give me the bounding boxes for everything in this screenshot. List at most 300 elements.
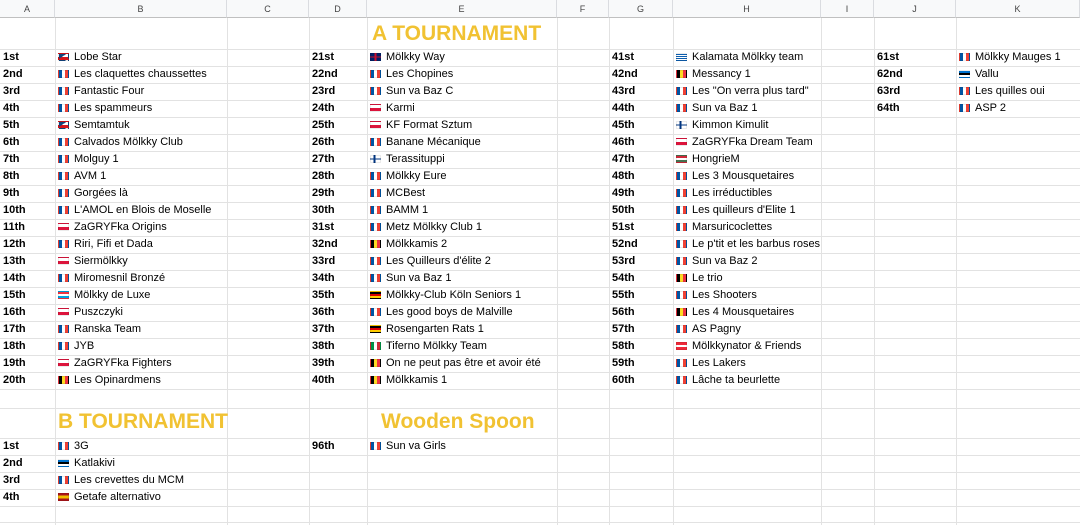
gridline: [0, 236, 1080, 237]
team-cell[interactable]: [367, 83, 453, 100]
french-flag-icon: [370, 87, 381, 95]
team-cell[interactable]: [55, 438, 89, 455]
team-cell[interactable]: [55, 168, 106, 185]
team-name: Les spammeurs: [74, 102, 153, 114]
polish-flag-icon: [370, 121, 381, 129]
team-name: Tiferno Mölkky Team: [386, 340, 487, 352]
rank-cell[interactable]: 17th: [3, 323, 26, 335]
team-cell[interactable]: [673, 49, 803, 66]
b-tournament-title: B TOURNAMENT: [58, 410, 228, 433]
team-name: Mölkkynator & Friends: [692, 340, 802, 352]
team-name: Miromesnil Bronzé: [74, 272, 166, 284]
rank-cell[interactable]: 39th: [312, 357, 335, 369]
team-name: Sun va Girls: [386, 440, 446, 452]
polish-flag-icon: [58, 359, 69, 367]
polish-flag-icon: [58, 223, 69, 231]
greek-flag-icon: [676, 53, 687, 61]
rank-cell[interactable]: 57th: [612, 323, 635, 335]
gridline: [0, 253, 1080, 254]
team-name: Vallu: [975, 68, 999, 80]
team-name: AS Pagny: [692, 323, 741, 335]
rank-cell[interactable]: 44th: [612, 102, 635, 114]
team-cell[interactable]: [367, 236, 447, 253]
french-flag-icon: [370, 138, 381, 146]
rank-cell[interactable]: 4th: [3, 491, 20, 503]
gridline: [0, 185, 1080, 186]
rank-cell[interactable]: 42nd: [612, 68, 638, 80]
gridline: [0, 489, 1080, 490]
team-cell[interactable]: [673, 151, 740, 168]
team-name: Les Shooters: [692, 289, 757, 301]
team-cell[interactable]: [673, 100, 757, 117]
rank-cell[interactable]: 13th: [3, 255, 26, 267]
team-name: ASP 2: [975, 102, 1006, 114]
team-name: Le p'tit et les barbus roses: [692, 238, 821, 250]
team-name: Marsuricoclettes: [692, 221, 773, 233]
team-cell[interactable]: [55, 338, 94, 355]
rank-cell[interactable]: 20th: [3, 374, 26, 386]
team-name: Mölkkamis 2: [386, 238, 448, 250]
rank-cell[interactable]: 27th: [312, 153, 335, 165]
team-name: Siermölkky: [74, 255, 128, 267]
team-name: Mölkky Eure: [386, 170, 447, 182]
team-name: Terassituppi: [386, 153, 445, 165]
team-cell[interactable]: [673, 253, 757, 270]
team-cell[interactable]: [673, 168, 794, 185]
team-cell[interactable]: [367, 355, 541, 372]
team-name: Riri, Fifi et Dada: [74, 238, 153, 250]
rank-cell[interactable]: 6th: [3, 136, 20, 148]
rank-cell[interactable]: 63rd: [877, 85, 901, 97]
team-name: Rosengarten Rats 1: [386, 323, 484, 335]
team-name: Mölkky Mauges 1: [975, 51, 1061, 63]
team-cell[interactable]: [956, 83, 1045, 100]
team-name: ZaGRYFka Fighters: [74, 357, 172, 369]
team-name: AVM 1: [74, 170, 107, 182]
team-name: Les 4 Mousquetaires: [692, 306, 795, 318]
rank-cell[interactable]: 14th: [3, 272, 26, 284]
belgian-flag-icon: [370, 240, 381, 248]
french-flag-icon: [58, 189, 69, 197]
rank-cell[interactable]: 11th: [3, 221, 26, 233]
team-cell[interactable]: [367, 202, 428, 219]
team-name: Banane Mécanique: [386, 136, 481, 148]
rank-cell[interactable]: 25th: [312, 119, 335, 131]
team-cell[interactable]: [956, 66, 999, 83]
french-flag-icon: [58, 206, 69, 214]
team-cell[interactable]: [367, 168, 447, 185]
rank-cell[interactable]: 58th: [612, 340, 635, 352]
italian-flag-icon: [370, 342, 381, 350]
team-name: On ne peut pas être et avoir été: [386, 357, 541, 369]
team-cell[interactable]: [55, 304, 123, 321]
rank-cell[interactable]: 43rd: [612, 85, 636, 97]
gridline: [0, 117, 1080, 118]
rank-cell[interactable]: 50th: [612, 204, 635, 216]
rank-cell[interactable]: 15th: [3, 289, 26, 301]
uk-flag-icon: [370, 53, 381, 61]
rank-cell[interactable]: 8th: [3, 170, 20, 182]
rank-cell[interactable]: 47th: [612, 153, 635, 165]
gridline: [557, 18, 558, 525]
team-cell[interactable]: [55, 185, 128, 202]
rank-cell[interactable]: 16th: [3, 306, 26, 318]
rank-cell[interactable]: 48th: [612, 170, 635, 182]
team-name: L'AMOL en Blois de Moselle: [74, 204, 212, 216]
rank-cell[interactable]: 36th: [312, 306, 335, 318]
rank-cell[interactable]: 62nd: [877, 68, 903, 80]
belgian-flag-icon: [58, 376, 69, 384]
rank-cell[interactable]: 22nd: [312, 68, 338, 80]
team-cell[interactable]: [367, 219, 482, 236]
team-name: Les "On verra plus tard": [692, 85, 809, 97]
gridline: [0, 438, 1080, 439]
french-flag-icon: [58, 342, 69, 350]
team-name: Les 3 Mousquetaires: [692, 170, 795, 182]
team-cell[interactable]: [367, 66, 453, 83]
team-cell[interactable]: [55, 489, 161, 506]
rank-cell[interactable]: 60th: [612, 374, 635, 386]
column-header-g[interactable]: G: [609, 0, 673, 18]
rank-cell[interactable]: 51st: [612, 221, 635, 233]
french-flag-icon: [676, 359, 687, 367]
rank-cell[interactable]: 45th: [612, 119, 635, 131]
team-cell[interactable]: [367, 304, 513, 321]
team-cell[interactable]: [673, 219, 772, 236]
gridline: [0, 168, 1080, 169]
french-flag-icon: [58, 87, 69, 95]
team-name: Katlakivi: [74, 457, 115, 469]
a-tournament-title: A TOURNAMENT: [372, 22, 542, 45]
french-flag-icon: [676, 223, 687, 231]
team-name: Puszczyki: [74, 306, 123, 318]
team-cell[interactable]: [55, 455, 115, 472]
team-cell[interactable]: [55, 270, 165, 287]
rank-cell[interactable]: 29th: [312, 187, 335, 199]
team-name: Les claquettes chaussettes: [74, 68, 207, 80]
team-name: Le trio: [692, 272, 723, 284]
rank-cell[interactable]: 59th: [612, 357, 635, 369]
team-cell[interactable]: [367, 134, 481, 151]
team-name: KF Format Sztum: [386, 119, 473, 131]
team-cell[interactable]: [367, 185, 425, 202]
french-flag-icon: [370, 70, 381, 78]
team-cell[interactable]: [673, 270, 723, 287]
french-flag-icon: [58, 442, 69, 450]
rank-cell[interactable]: 54th: [612, 272, 635, 284]
team-cell[interactable]: [367, 270, 451, 287]
column-header-f[interactable]: F: [557, 0, 609, 18]
team-cell[interactable]: [55, 321, 141, 338]
team-cell[interactable]: [55, 49, 122, 66]
team-cell[interactable]: [55, 355, 172, 372]
team-name: Kimmon Kimulit: [692, 119, 769, 131]
team-name: Les Lakers: [692, 357, 746, 369]
team-name: Mölkkamis 1: [386, 374, 448, 386]
rank-cell[interactable]: 41st: [612, 51, 635, 63]
team-cell[interactable]: [367, 117, 472, 134]
team-cell[interactable]: [367, 321, 484, 338]
rank-cell[interactable]: 7th: [3, 153, 20, 165]
team-cell[interactable]: [673, 134, 813, 151]
rank-cell[interactable]: 56th: [612, 306, 635, 318]
rank-cell[interactable]: 10th: [3, 204, 26, 216]
team-name: Semtamtuk: [74, 119, 130, 131]
team-name: Sun va Baz 2: [692, 255, 758, 267]
team-cell[interactable]: [956, 49, 1061, 66]
team-name: HongrieM: [692, 153, 740, 165]
french-flag-icon: [370, 257, 381, 265]
team-cell[interactable]: [673, 202, 796, 219]
team-cell[interactable]: [673, 66, 751, 83]
team-name: MCBest: [386, 187, 426, 199]
team-name: Lâche ta beurlette: [692, 374, 781, 386]
rank-cell[interactable]: 33rd: [312, 255, 336, 267]
team-name: Mölkky de Luxe: [74, 289, 151, 301]
hungarian-flag-icon: [676, 155, 687, 163]
team-cell[interactable]: [367, 151, 445, 168]
team-name: Les crevettes du MCM: [74, 474, 185, 486]
german-flag-icon: [370, 291, 381, 299]
gridline: [0, 522, 1080, 523]
french-flag-icon: [959, 104, 970, 112]
rank-cell[interactable]: 32nd: [312, 238, 338, 250]
team-cell[interactable]: [673, 83, 809, 100]
column-header-a[interactable]: A: [0, 0, 55, 18]
french-flag-icon: [676, 325, 687, 333]
french-flag-icon: [58, 70, 69, 78]
team-cell[interactable]: [673, 304, 794, 321]
column-header-j[interactable]: J: [874, 0, 956, 18]
team-cell[interactable]: [673, 236, 820, 253]
gridline: [0, 372, 1080, 373]
rank-cell[interactable]: 2nd: [3, 457, 23, 469]
rank-cell[interactable]: 3rd: [3, 85, 21, 97]
team-cell[interactable]: [55, 66, 207, 83]
team-cell[interactable]: [55, 472, 184, 489]
gridline: [821, 18, 822, 525]
team-name: Calvados Mölkky Club: [74, 136, 183, 148]
team-cell[interactable]: [367, 438, 446, 455]
french-flag-icon: [58, 172, 69, 180]
polish-flag-icon: [58, 308, 69, 316]
rank-cell[interactable]: 26th: [312, 136, 335, 148]
team-name: Fantastic Four: [74, 85, 145, 97]
column-header-c[interactable]: C: [227, 0, 309, 18]
team-cell[interactable]: [673, 372, 780, 389]
team-cell[interactable]: [673, 117, 768, 134]
team-name: JYB: [74, 340, 95, 352]
rank-cell[interactable]: 23rd: [312, 85, 336, 97]
rank-cell[interactable]: 1st: [3, 51, 19, 63]
french-flag-icon: [370, 189, 381, 197]
column-header-h[interactable]: H: [673, 0, 821, 18]
french-flag-icon: [676, 189, 687, 197]
polish-flag-icon: [370, 104, 381, 112]
team-cell[interactable]: [55, 117, 130, 134]
rank-cell[interactable]: 19th: [3, 357, 26, 369]
team-name: Les irréductibles: [692, 187, 773, 199]
estonian-flag-icon: [959, 70, 970, 78]
belgian-flag-icon: [676, 274, 687, 282]
rank-cell[interactable]: 31st: [312, 221, 335, 233]
rank-cell[interactable]: 5th: [3, 119, 20, 131]
belgian-flag-icon: [676, 70, 687, 78]
rank-cell[interactable]: 28th: [312, 170, 335, 182]
gridline: [0, 338, 1080, 339]
rank-cell[interactable]: 18th: [3, 340, 26, 352]
team-name: Les Chopines: [386, 68, 454, 80]
french-flag-icon: [58, 274, 69, 282]
gridline: [0, 455, 1080, 456]
rank-cell[interactable]: 1st: [3, 440, 19, 452]
czech-flag-icon: [58, 53, 69, 61]
rank-cell[interactable]: 24th: [312, 102, 335, 114]
team-name: Ranska Team: [74, 323, 142, 335]
french-flag-icon: [370, 223, 381, 231]
french-flag-icon: [676, 240, 687, 248]
team-name: Les Quilleurs d'élite 2: [386, 255, 491, 267]
rank-cell[interactable]: 53rd: [612, 255, 636, 267]
rank-cell[interactable]: 52nd: [612, 238, 638, 250]
team-name: BAMM 1: [386, 204, 429, 216]
french-flag-icon: [370, 206, 381, 214]
team-cell[interactable]: [55, 236, 153, 253]
team-cell[interactable]: [55, 134, 183, 151]
team-cell[interactable]: [367, 100, 415, 117]
french-flag-icon: [370, 274, 381, 282]
estonian-flag-icon: [58, 459, 69, 467]
column-header-b[interactable]: B: [55, 0, 227, 18]
french-flag-icon: [676, 87, 687, 95]
team-cell[interactable]: [673, 185, 772, 202]
rank-cell[interactable]: 3rd: [3, 474, 21, 486]
team-cell[interactable]: [367, 287, 521, 304]
gridline: [0, 321, 1080, 322]
team-name: Les quilleurs d'Elite 1: [692, 204, 796, 216]
rank-cell[interactable]: 96th: [312, 440, 335, 452]
rank-cell[interactable]: 61st: [877, 51, 900, 63]
french-flag-icon: [58, 325, 69, 333]
team-cell[interactable]: [55, 151, 119, 168]
rank-cell[interactable]: 37th: [312, 323, 335, 335]
french-flag-icon: [676, 206, 687, 214]
team-cell[interactable]: [673, 287, 757, 304]
team-cell[interactable]: [55, 83, 144, 100]
gridline: [0, 304, 1080, 305]
french-flag-icon: [58, 138, 69, 146]
rank-cell[interactable]: 12th: [3, 238, 26, 250]
team-name: Kalamata Mölkky team: [692, 51, 804, 63]
gridline: [0, 151, 1080, 152]
team-name: Sun va Baz C: [386, 85, 454, 97]
rank-cell[interactable]: 64th: [877, 102, 900, 114]
column-header-e[interactable]: E: [367, 0, 557, 18]
polish-flag-icon: [58, 257, 69, 265]
french-flag-icon: [370, 442, 381, 450]
french-flag-icon: [676, 257, 687, 265]
czech-flag-icon: [58, 121, 69, 129]
team-cell[interactable]: [367, 253, 491, 270]
french-flag-icon: [58, 240, 69, 248]
team-name: Sun va Baz 1: [692, 102, 758, 114]
austrian-flag-icon: [676, 342, 687, 350]
rank-cell[interactable]: 40th: [312, 374, 335, 386]
rank-cell[interactable]: 21st: [312, 51, 335, 63]
team-cell[interactable]: [956, 100, 1006, 117]
rank-cell[interactable]: 34th: [312, 272, 335, 284]
team-name: Les Opinardmens: [74, 374, 161, 386]
team-cell[interactable]: [55, 253, 128, 270]
team-cell[interactable]: [367, 338, 487, 355]
team-name: Lobe Star: [74, 51, 122, 63]
team-name: Gorgées là: [74, 187, 128, 199]
rank-cell[interactable]: 49th: [612, 187, 635, 199]
team-name: ZaGRYFka Origins: [74, 221, 167, 233]
team-cell[interactable]: [367, 49, 445, 66]
column-header-i[interactable]: I: [821, 0, 874, 18]
team-name: Molguy 1: [74, 153, 119, 165]
french-flag-icon: [58, 155, 69, 163]
team-cell[interactable]: [55, 202, 211, 219]
french-flag-icon: [676, 291, 687, 299]
french-flag-icon: [58, 104, 69, 112]
finnish-flag-icon: [370, 155, 381, 163]
gridline: [227, 18, 228, 525]
rank-cell[interactable]: 30th: [312, 204, 335, 216]
team-name: Getafe alternativo: [74, 491, 161, 503]
rank-cell[interactable]: 4th: [3, 102, 20, 114]
finnish-flag-icon: [676, 121, 687, 129]
team-name: Messancy 1: [692, 68, 751, 80]
gridline: [0, 389, 1080, 390]
rank-cell[interactable]: 2nd: [3, 68, 23, 80]
french-flag-icon: [58, 476, 69, 484]
column-header-d[interactable]: D: [309, 0, 367, 18]
team-cell[interactable]: [55, 100, 152, 117]
luxembourg-flag-icon: [58, 291, 69, 299]
polish-flag-icon: [676, 138, 687, 146]
column-header-k[interactable]: K: [956, 0, 1080, 18]
rank-cell[interactable]: 38th: [312, 340, 335, 352]
team-name: Les quilles oui: [975, 85, 1045, 97]
rank-cell[interactable]: 9th: [3, 187, 20, 199]
team-cell[interactable]: [673, 355, 746, 372]
rank-cell[interactable]: 55th: [612, 289, 635, 301]
team-name: Mölkky-Club Köln Seniors 1: [386, 289, 522, 301]
rank-cell[interactable]: 35th: [312, 289, 335, 301]
team-cell[interactable]: [673, 338, 801, 355]
team-cell[interactable]: [55, 219, 167, 236]
french-flag-icon: [370, 308, 381, 316]
belgian-flag-icon: [370, 376, 381, 384]
team-name: Les good boys de Malville: [386, 306, 513, 318]
french-flag-icon: [676, 376, 687, 384]
belgian-flag-icon: [676, 308, 687, 316]
french-flag-icon: [676, 172, 687, 180]
team-cell[interactable]: [55, 372, 161, 389]
team-cell[interactable]: [55, 287, 150, 304]
german-flag-icon: [370, 325, 381, 333]
team-name: Karmi: [386, 102, 415, 114]
team-name: Sun va Baz 1: [386, 272, 452, 284]
team-cell[interactable]: [673, 321, 741, 338]
team-name: 3G: [74, 440, 89, 452]
gridline: [0, 287, 1080, 288]
team-cell[interactable]: [367, 372, 447, 389]
team-name: ZaGRYFka Dream Team: [692, 136, 813, 148]
rank-cell[interactable]: 46th: [612, 136, 635, 148]
